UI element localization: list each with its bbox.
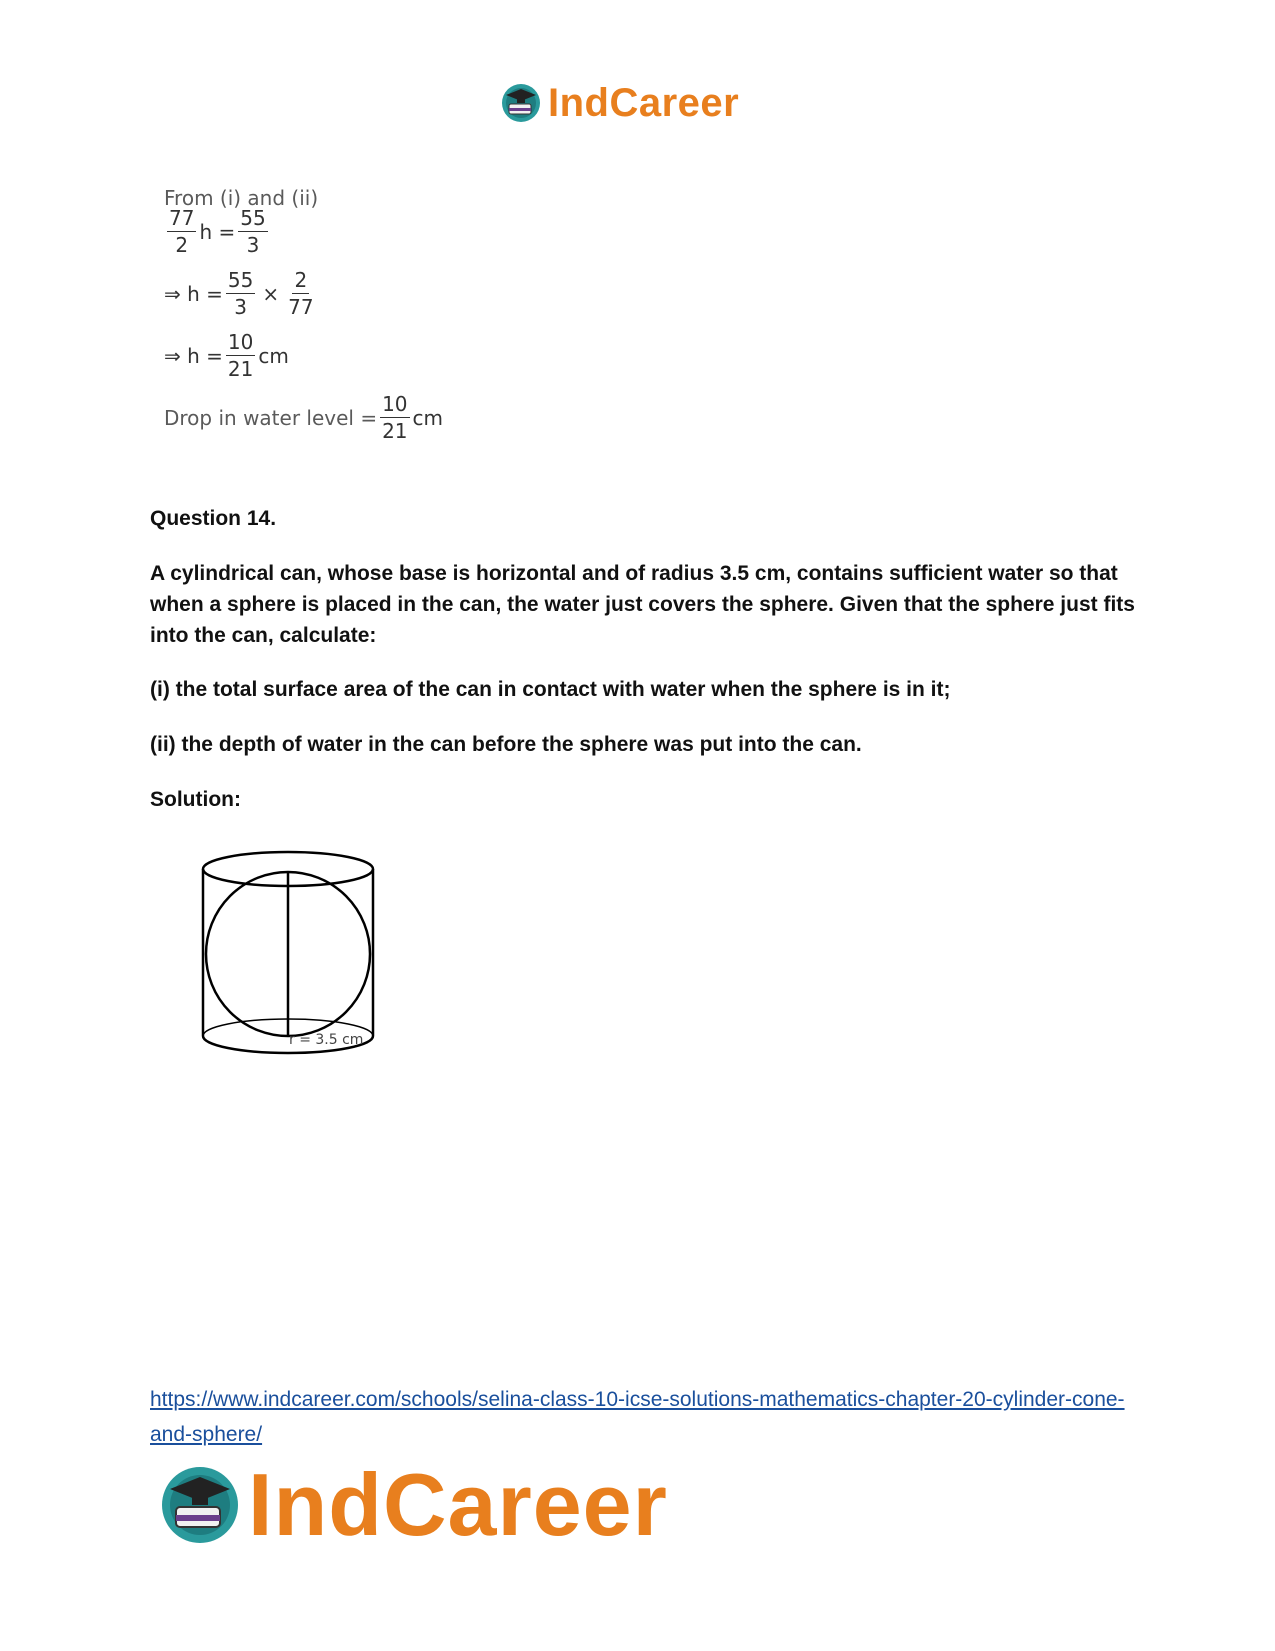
logo-text: IndCareer	[548, 80, 740, 125]
math-line-from: From (i) and (ii)	[164, 186, 319, 210]
math-equation-3: ⇒ h = $\frac{10}{21}$ cm	[164, 330, 289, 381]
sphere-in-cylinder-figure	[195, 846, 385, 1066]
fraction: $\frac{77}{2}$	[169, 206, 195, 257]
math-equation-1: $\frac{77}{2}$ h = $\frac{55}{3}$	[169, 206, 266, 257]
solution-label: Solution:	[150, 788, 241, 811]
fraction: $\frac{2}{77}$	[288, 268, 314, 319]
footer-logo	[158, 1455, 668, 1554]
fraction: $\frac{55}{3}$	[240, 206, 266, 257]
question-part-2: (ii) the depth of water in the can before the sphere was put into the can.	[150, 733, 862, 756]
logo-text: IndCareer	[248, 1455, 668, 1554]
question-part-1: (i) the total surface area of the can in contact with water when the sphere is in it;	[150, 678, 951, 701]
fraction: $\frac{55}{3}$	[227, 268, 254, 319]
math-equation-4: Drop in water level = $\frac{10}{21}$ cm	[164, 392, 444, 443]
source-link[interactable]: https://www.indcareer.com/schools/selina-class-10-icse-solutions-mathematics-chapter-20-cylinder-cone-and-sphere/	[150, 1388, 1125, 1446]
graduation-cap-book-icon	[500, 82, 542, 124]
math-equation-2: ⇒ h = $\frac{55}{3}$ × $\frac{2}{77}$	[164, 268, 314, 319]
fraction: $\frac{10}{21}$	[382, 392, 408, 443]
graduation-cap-book-icon	[158, 1463, 242, 1547]
question-title: Question 14.	[150, 507, 277, 530]
question-body: A cylindrical can, whose base is horizontal and of radius 3.5 cm, contains sufficient water so that when a sphere is placed in the can, the water just covers the sphere. Given that the sphere just fits into the can, calculate:	[150, 562, 1135, 647]
radius-label: r = 3.5 cm	[289, 1032, 364, 1048]
header-logo	[500, 78, 739, 128]
fraction: $\frac{10}{21}$	[227, 330, 254, 381]
